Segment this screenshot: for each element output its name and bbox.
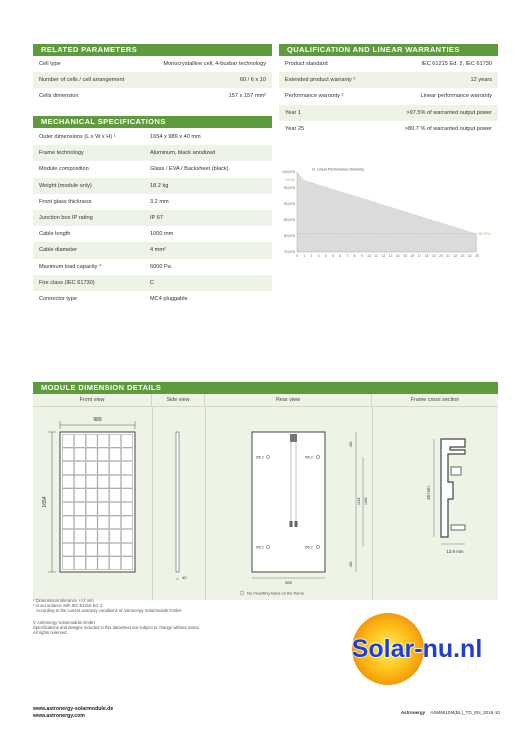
hole-icon <box>316 455 319 458</box>
x-tick-label: 1 <box>303 254 306 258</box>
solar-cell <box>122 530 133 543</box>
x-tick-label: 20 <box>439 254 443 258</box>
website-link[interactable]: www.astronergy-solarmodule.de <box>33 706 114 712</box>
solar-cell <box>62 557 73 570</box>
frame-profile <box>441 439 465 537</box>
x-tick-label: 17 <box>417 254 422 258</box>
table-row: Connector type MC4 pluggable <box>39 295 188 302</box>
solar-cell <box>86 502 97 515</box>
solar-cell <box>74 516 85 529</box>
table-row: Year 25 >80.7 % of warranted output power <box>285 125 492 132</box>
front-view-drawing <box>33 407 152 600</box>
related-parameters-table <box>33 56 272 105</box>
solar-cell <box>74 448 85 461</box>
x-tick-label: 12 <box>381 254 386 258</box>
related-parameters-header: RELATED PARAMETERS <box>33 44 272 56</box>
x-tick-label: 21 <box>446 254 451 258</box>
side-view-drawing <box>152 407 205 600</box>
solar-cell <box>110 543 121 556</box>
solar-cell <box>122 502 133 515</box>
solar-cell <box>86 543 97 556</box>
solar-cell <box>62 475 73 488</box>
table-row: Cells dimension 157 x 157 mm² <box>39 93 266 100</box>
solar-cell <box>110 434 121 447</box>
solar-cell <box>110 530 121 543</box>
hole-label: Ø5.2 <box>305 455 313 460</box>
solar-cell <box>74 475 85 488</box>
table-row: Weight (module only) 18.2 kg <box>33 178 272 194</box>
table-row: Frame technology Aluminum, black anodized <box>33 145 272 161</box>
qualification-header: QUALIFICATION AND LINEAR WARRANTIES <box>279 44 498 56</box>
solar-cell <box>122 462 133 475</box>
solar-cell <box>86 475 97 488</box>
x-tick-label: 18 <box>424 254 429 258</box>
front-view-label: Front view <box>33 394 152 406</box>
hole-label: Ø5.2 <box>256 455 264 460</box>
x-tick-label: 8 <box>353 254 356 258</box>
x-tick-label: 22 <box>453 254 458 258</box>
solar-cell <box>98 475 109 488</box>
solar-cell <box>86 434 97 447</box>
solar-cell <box>122 516 133 529</box>
rear-view-drawing <box>206 407 372 600</box>
solar-cell <box>122 557 133 570</box>
brand-logo: Astronergy <box>400 710 426 715</box>
dimension-drawings <box>33 407 498 600</box>
solar-cell <box>74 530 85 543</box>
mounting-note: No mounting holes on the frame. <box>247 590 306 596</box>
y-tick-label: 85,00% <box>283 218 295 223</box>
table-row: Fire class (IEC 61730) C <box>33 275 272 291</box>
hole-icon <box>316 545 319 548</box>
solar-cell <box>98 462 109 475</box>
x-tick-label: 0 <box>296 254 298 258</box>
table-row: Junction box IP rating IP 67 <box>33 210 272 226</box>
y-tick-label: 90,00% <box>283 202 295 207</box>
x-tick-label: 3 <box>317 254 320 258</box>
rear-view-label: Rear view <box>205 394 372 406</box>
document-code: ASM6610M(BL)_TD_EN_2016-10 <box>430 710 500 715</box>
x-tick-label: 25 <box>475 254 479 258</box>
table-row: Front glass thickness 3.2 mm <box>39 198 169 205</box>
table-row: Cell type Monocrystalline cell, 4-busbar technology <box>39 61 266 68</box>
solar-cell <box>62 502 73 515</box>
solar-cell <box>74 462 85 475</box>
x-tick-label: 7 <box>346 254 349 258</box>
qualification-table <box>279 56 498 137</box>
hole-label: Ø5.2 <box>305 545 313 550</box>
solar-cell <box>62 516 73 529</box>
solar-cell <box>110 448 121 461</box>
solar-cell <box>62 530 73 543</box>
rear-dim-label: 280 <box>349 561 353 567</box>
frame-width-label: 13.9 mm <box>446 549 464 554</box>
solar-cell <box>122 543 133 556</box>
footnote-line: © Astronergy Solarmodule GmbH <box>33 619 96 625</box>
connector <box>295 521 298 527</box>
solar-cell <box>86 448 97 461</box>
logo-text: Solar-nu.nl <box>351 635 483 663</box>
table-row: Cable diameter 4 mm² <box>33 242 272 258</box>
x-tick-label: 11 <box>374 254 378 258</box>
front-height-label: 1654 <box>42 496 48 508</box>
rear-width-label: 989 <box>285 580 292 585</box>
footer-brand-row <box>360 710 500 715</box>
dimension-view-headers <box>33 394 498 407</box>
x-tick-label: 9 <box>360 254 363 258</box>
solar-cell <box>74 434 85 447</box>
table-row: Number of cells / cell arrangement 60 / 6 x 10 <box>33 72 272 88</box>
footnote-line: According to the current warranty conditions of Astronergy Solarmodule GmbH <box>36 608 182 614</box>
hole-label: Ø5.2 <box>256 545 264 550</box>
table-row: Outer dimensions (L x W x H) ¹ 1654 x 989 x 40 mm <box>39 134 201 141</box>
x-tick-label: 23 <box>460 254 465 258</box>
solar-cell <box>62 462 73 475</box>
y-tick-label: 80,00% <box>283 234 295 239</box>
x-tick-label: 15 <box>403 254 407 258</box>
solar-cell <box>122 448 133 461</box>
solar-cell <box>110 462 121 475</box>
hole-icon <box>266 545 269 548</box>
x-tick-label: 10 <box>367 254 371 258</box>
x-tick-label: 24 <box>467 254 472 258</box>
rear-dim-label: 280 <box>349 441 353 447</box>
table-row: Maximum load capacity ⁴ 6000 Pa <box>39 263 171 270</box>
solar-cell <box>110 489 121 502</box>
end-value-label: 80,70% <box>479 231 491 236</box>
solar-cell <box>86 557 97 570</box>
frame-cross-section-label: Frame cross section <box>410 397 460 403</box>
solar-cell <box>62 489 73 502</box>
solar-cell <box>98 434 109 447</box>
solar-cell <box>98 557 109 570</box>
x-tick-label: 5 <box>332 254 334 258</box>
website-link[interactable]: www.astronergy.com <box>33 712 85 719</box>
footnote-line: Specifications and designs included in this datasheet are subject to change without notice. <box>33 624 201 630</box>
hole-icon <box>266 455 269 458</box>
solar-cell <box>62 543 73 556</box>
solar-cell <box>74 489 85 502</box>
y-tick-label: 95,00% <box>283 186 295 191</box>
footnotes <box>33 598 293 635</box>
solar-cell <box>110 475 121 488</box>
table-row: Extended product warranty ² 12 years <box>279 72 498 88</box>
side-depth-label: 40 <box>182 575 187 580</box>
table-row: Year 1 >97.5% of warranted output power <box>279 105 498 121</box>
solar-cell <box>74 557 85 570</box>
solar-nu-logo <box>333 610 501 688</box>
solar-cell <box>86 489 97 502</box>
front-width-label: 989 <box>93 417 102 423</box>
solar-cell <box>62 448 73 461</box>
x-tick-label: 14 <box>395 254 400 258</box>
solar-cell <box>86 462 97 475</box>
footnote-line: All rights reserved. <box>33 630 68 636</box>
x-tick-label: 6 <box>339 254 342 258</box>
solar-cell <box>122 475 133 488</box>
junction-box <box>290 434 297 442</box>
x-tick-label: 16 <box>410 254 415 258</box>
info-icon <box>240 591 244 595</box>
dimension-panel <box>33 394 498 600</box>
frame-height-label: 40 mm <box>426 486 431 500</box>
x-tick-label: 4 <box>324 254 327 258</box>
warranty-area <box>297 172 477 252</box>
warranty-chart <box>279 160 499 270</box>
side-view-label: Side view <box>152 394 205 406</box>
table-row: Performance warranty ² Linear performance warranty <box>285 93 492 100</box>
solar-cell <box>74 543 85 556</box>
solar-cell <box>98 516 109 529</box>
solar-cell <box>86 530 97 543</box>
footnote-line: ¹ Dimensional tolerance +/-2 mm <box>33 598 94 603</box>
solar-cell <box>74 502 85 515</box>
module-dimension-header: MODULE DIMENSION DETAILS <box>33 382 498 394</box>
rear-frame <box>252 432 325 572</box>
solar-cell <box>98 448 109 461</box>
solar-cell <box>98 489 109 502</box>
table-row: Cable length 1000 mm <box>39 231 174 238</box>
x-tick-label: 13 <box>388 254 393 258</box>
solar-cell <box>98 502 109 515</box>
rear-dim-label: 1134 <box>357 497 361 505</box>
website-links <box>33 706 113 719</box>
solar-cell <box>86 516 97 529</box>
solar-cell <box>62 434 73 447</box>
side-profile <box>176 432 179 572</box>
solar-cell <box>110 516 121 529</box>
rear-dim-label: 1654 <box>364 497 368 505</box>
frame-cross-section-drawing <box>373 407 498 600</box>
legend-label: Linear Performance Warranty <box>317 167 365 172</box>
table-row: Product standard IEC 61215 Ed. 2, IEC 61730 <box>285 61 492 68</box>
legend-swatch <box>312 168 315 171</box>
connector <box>290 521 293 527</box>
x-tick-label: 19 <box>431 254 436 258</box>
x-tick-label: 2 <box>310 254 313 258</box>
y-tick-label: 100,00% <box>281 170 295 175</box>
footnote-line: ² In accordance with IEC 61215 Ed. 2 <box>33 603 103 609</box>
solar-cell <box>122 489 133 502</box>
solar-cell <box>122 434 133 447</box>
mechanical-specs-header: MECHANICAL SPECIFICATIONS <box>33 116 272 128</box>
solar-cell <box>98 530 109 543</box>
solar-cell <box>110 557 121 570</box>
y-tick-label: 75,00% <box>283 250 295 255</box>
mechanical-specs-table <box>33 129 272 307</box>
solar-cell <box>110 502 121 515</box>
table-row: Module composition Glass / EVA / Backsheet (black) <box>39 166 229 173</box>
solar-cell <box>98 543 109 556</box>
y-tick-label: 97,5% <box>285 178 295 183</box>
